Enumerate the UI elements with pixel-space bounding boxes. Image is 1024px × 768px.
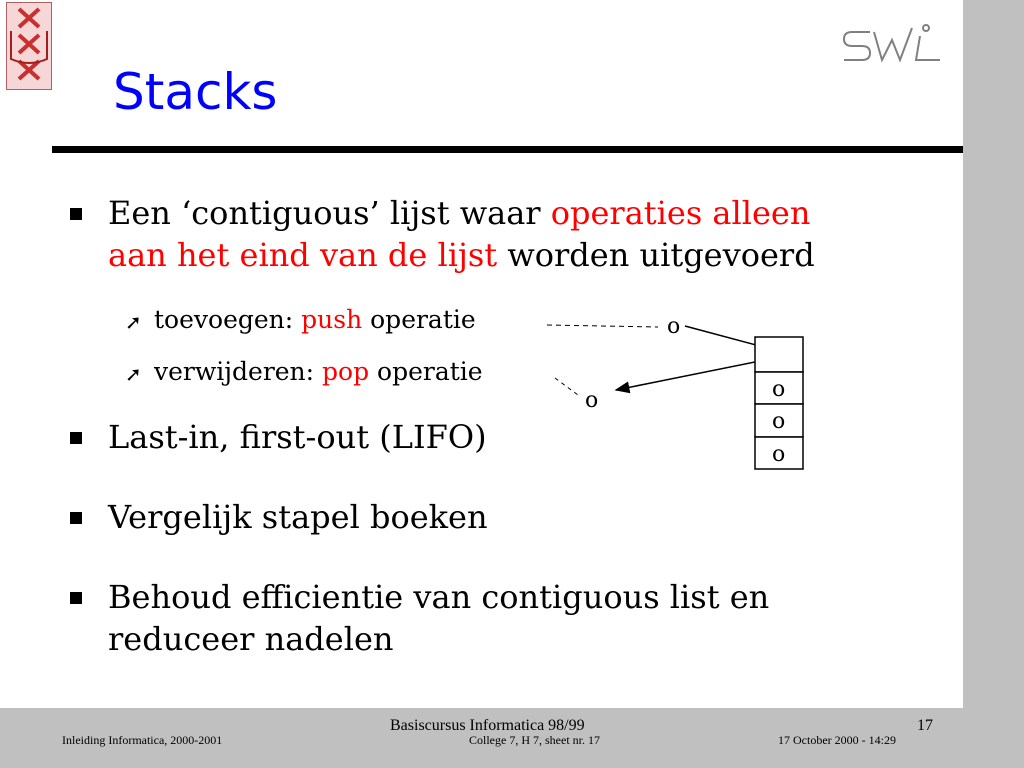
page-title: Stacks (113, 63, 278, 121)
stack-box (755, 337, 803, 469)
sub-bullet-arrow-icon: ➚ (125, 310, 142, 334)
stack-cell-label: o (772, 442, 786, 467)
bullet-4-line-2: reduceer nadelen (108, 620, 394, 658)
footer-course: Inleiding Informatica, 2000-2001 (62, 733, 223, 747)
sub-bullet-push-pre: toevoegen: (154, 305, 302, 334)
footer-date: 17 October 2000 - 14:29 (778, 733, 896, 747)
bullet-1-text-2: worden uitgevoerd (497, 236, 815, 274)
pop-dashed-connector (555, 378, 578, 395)
sub-bullet-arrow-icon: ➚ (125, 362, 142, 386)
footer-sheet: College 7, H 7, sheet nr. 17 (469, 733, 600, 747)
bullet-2: Last-in, first-out (LIFO) (108, 418, 487, 456)
bullet-1-highlight: operaties alleen (550, 194, 811, 232)
sub-bullet-pop-post: operatie (369, 357, 483, 386)
stack-cell-label: o (772, 409, 786, 434)
bullet-1-text: Een ‘contiguous’ lijst waar (108, 194, 551, 232)
stack-cell-label: o (772, 377, 786, 402)
sub-bullet-pop-pre: verwijderen: (154, 357, 323, 386)
pop-item: o (585, 388, 599, 413)
footer-title: Basiscursus Informatica 98/99 (390, 717, 585, 734)
bullet-3: Vergelijk stapel boeken (108, 498, 488, 536)
push-dashed-connector (547, 325, 658, 327)
bullet-4-line-1: Behoud efficientie van contiguous list en (108, 578, 770, 616)
push-item: o (667, 314, 681, 339)
bullet-1-highlight-2: aan het eind van de lijst (108, 236, 498, 274)
page-number: 17 (917, 717, 933, 734)
stack-cell (755, 337, 803, 372)
push-keyword: push (301, 305, 363, 334)
sub-bullet-push-post: operatie (362, 305, 476, 334)
pop-keyword: pop (322, 357, 370, 386)
